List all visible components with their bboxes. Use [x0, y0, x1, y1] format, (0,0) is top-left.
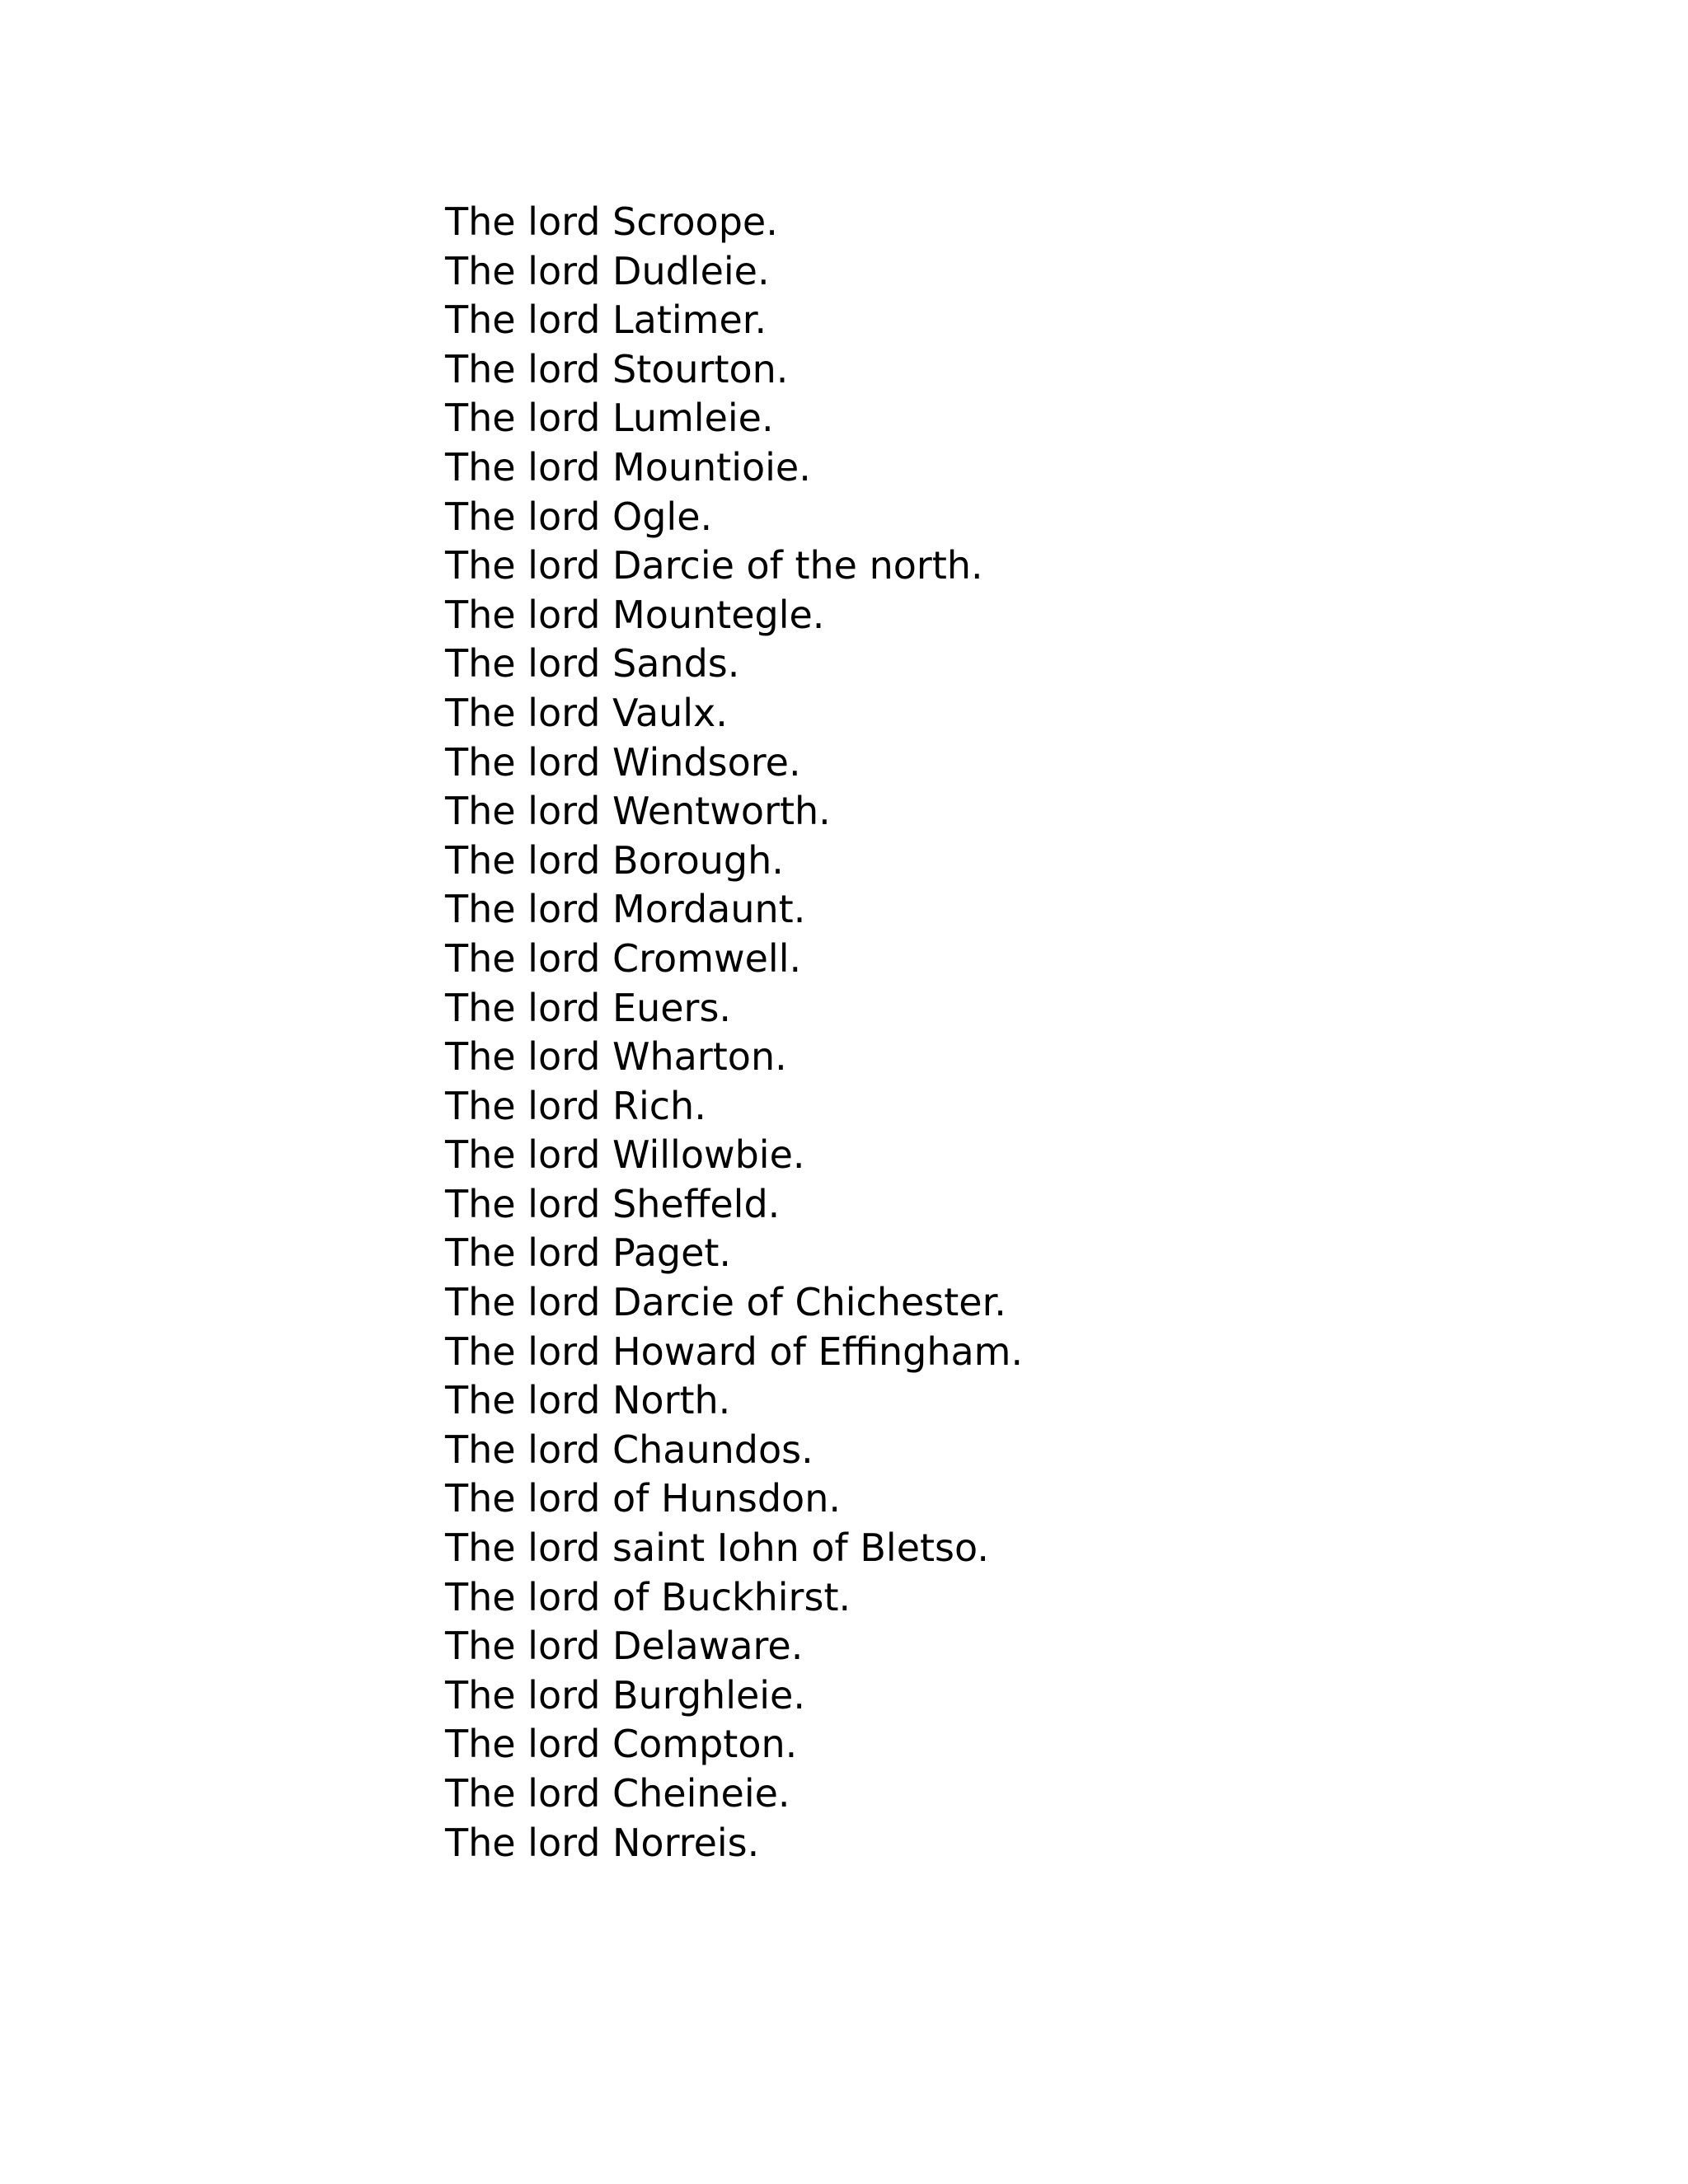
- list-item: The lord Darcie of the north.: [445, 543, 983, 588]
- list-item: The lord Delaware.: [445, 1624, 804, 1669]
- list-item: The lord Mountegle.: [445, 592, 825, 637]
- list-item: The lord Mountioie.: [445, 444, 811, 490]
- list-item: The lord of Hunsdon.: [445, 1476, 841, 1521]
- list-item: The lord Norreis.: [445, 1820, 760, 1865]
- list-item: The lord Chaundos.: [445, 1427, 814, 1472]
- list-item: The lord Windsore.: [445, 739, 801, 785]
- list-item: The lord Stourton.: [445, 346, 789, 391]
- list-item: The lord Lumleie.: [445, 396, 774, 441]
- list-item: The lord Wharton.: [445, 1034, 787, 1080]
- list-item: The lord Cromwell.: [445, 935, 802, 981]
- lords-list: [445, 198, 1023, 1868]
- list-item: The lord Darcie of Chichester.: [445, 1280, 1006, 1325]
- list-item: The lord Rich.: [445, 1083, 706, 1128]
- list-item: The lord Dudleie.: [445, 248, 770, 293]
- list-item: The lord Ogle.: [445, 494, 713, 539]
- list-item: The lord Mordaunt.: [445, 887, 806, 932]
- list-item: The lord Euers.: [445, 985, 732, 1030]
- list-item: The lord Howard of Effingham.: [445, 1329, 1024, 1374]
- list-item: The lord Borough.: [445, 837, 784, 883]
- list-item: The lord Latimer.: [445, 298, 767, 343]
- list-item: The lord Compton.: [445, 1722, 798, 1767]
- list-item: The lord Vaulx.: [445, 690, 728, 735]
- list-item: The lord saint Iohn of Bletso.: [445, 1526, 989, 1571]
- list-item: The lord North.: [445, 1378, 731, 1423]
- list-item: The lord Paget.: [445, 1230, 732, 1276]
- list-item: The lord Wentworth.: [445, 789, 831, 834]
- list-item: The lord Burghleie.: [445, 1672, 805, 1718]
- list-item: The lord Willowbie.: [445, 1132, 805, 1178]
- list-item: The lord Sands.: [445, 641, 740, 687]
- list-item: The lord Scroope.: [445, 199, 778, 244]
- list-item: The lord Sheffeld.: [445, 1181, 781, 1226]
- list-item: The lord Cheineie.: [445, 1771, 790, 1816]
- list-item: The lord of Buckhirst.: [445, 1574, 851, 1619]
